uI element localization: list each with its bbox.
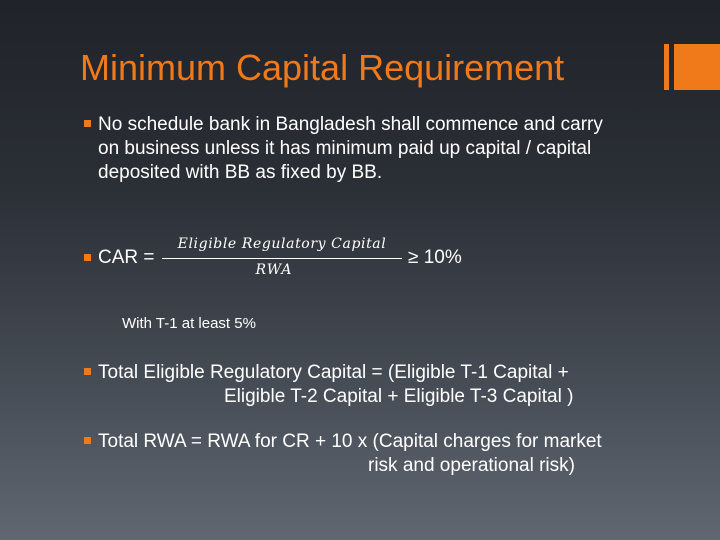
bullet4-line-2: risk and operational risk) [368,455,575,476]
bullet1-line-3: deposited with BB as fixed by BB. [98,162,383,183]
formula-rhs: ≥ 10% [408,247,462,268]
fraction-bar [162,258,402,259]
accent-bar-thick [674,44,720,90]
formula-denominator: RWA [255,262,293,278]
formula-fraction [162,234,402,280]
bullet1-line-1: No schedule bank in Bangladesh shall commence and carry [98,114,603,135]
bullet-marker-1 [84,120,94,130]
bullet3-line-2: Eligible T-2 Capital + Eligible T-3 Capital ) [224,386,574,407]
formula-numerator: Eligible Regulatory Capital [177,236,387,252]
bullet-marker-4 [84,437,94,447]
bullet3-line-1: Total Eligible Regulatory Capital = (Eligible T-1 Capital + [98,362,569,383]
accent-bar-thin [664,44,669,90]
bullet4-line-1: Total RWA = RWA for CR + 10 x (Capital charges for market [98,431,602,452]
bullet-marker-3 [84,368,94,378]
slide-title: Minimum Capital Requirement [80,47,565,88]
bullet-marker-2 [84,254,94,264]
bullet1-line-2: on business unless it has minimum paid up capital / capital [98,138,592,159]
formula-lhs: CAR = [98,247,155,268]
sub-note: With T-1 at least 5% [122,315,256,332]
